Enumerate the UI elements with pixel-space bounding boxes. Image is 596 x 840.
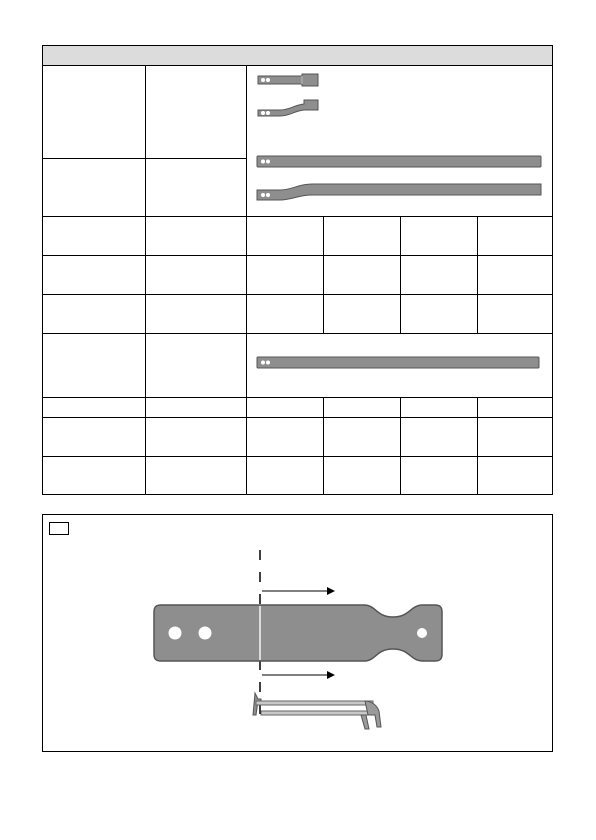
col-divider <box>477 397 478 494</box>
spec-table <box>42 45 553 495</box>
strap-cutting-illustration <box>43 515 552 751</box>
row-divider <box>43 255 552 256</box>
long-bent-strap-image <box>256 180 542 202</box>
strap-with-holes-icon <box>154 605 442 661</box>
extra-long-straight-strap-image <box>256 355 540 371</box>
col-divider <box>323 216 324 333</box>
hook-tool-icon <box>253 693 381 729</box>
long-straight-strap-image <box>256 154 542 170</box>
col-divider <box>400 397 401 494</box>
row-divider <box>43 417 552 418</box>
short-bent-strap-image <box>256 98 320 122</box>
row-divider <box>43 397 552 398</box>
row-divider <box>43 456 552 457</box>
table-header-bar <box>43 46 552 66</box>
col-divider <box>246 65 247 494</box>
row-divider <box>43 333 552 334</box>
col-divider <box>400 216 401 333</box>
short-straight-strap-image <box>256 72 320 90</box>
row-divider <box>43 294 552 295</box>
figure-panel <box>42 514 553 752</box>
col-divider <box>477 216 478 333</box>
col-divider <box>145 65 146 494</box>
col-divider <box>323 397 324 494</box>
row-divider <box>43 216 552 217</box>
